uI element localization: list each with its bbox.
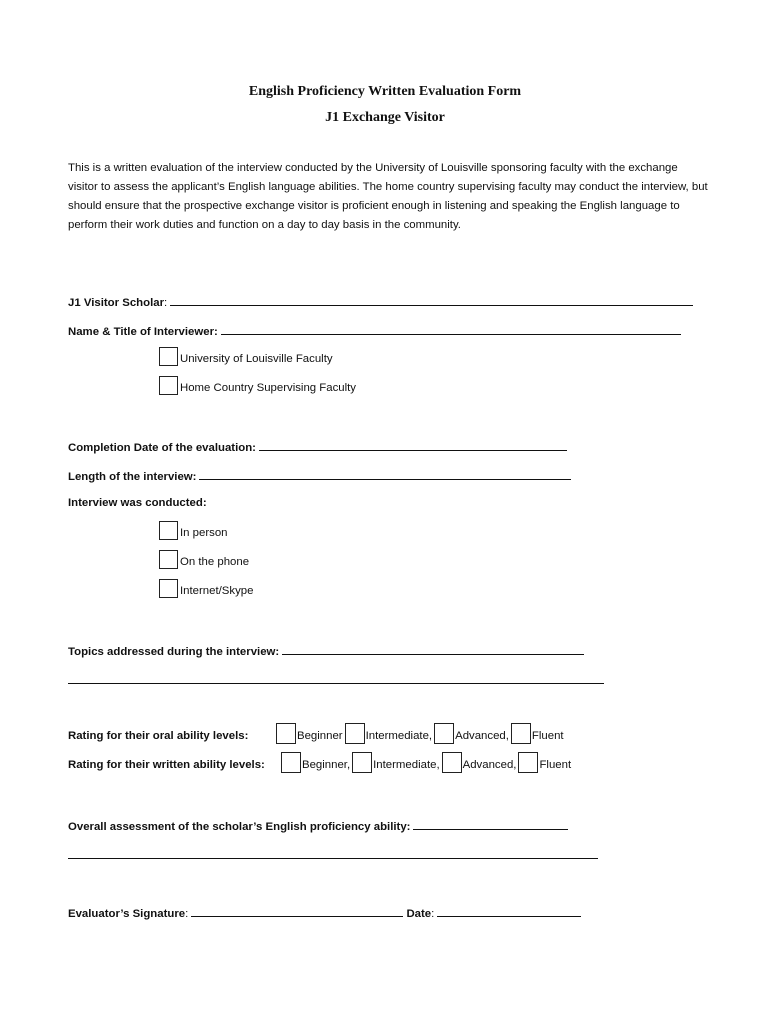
oral-advanced-checkbox[interactable] xyxy=(434,723,454,744)
oral-intermediate-label: Intermediate, xyxy=(365,730,433,742)
length-field[interactable] xyxy=(199,468,571,480)
oral-fluent-label: Fluent xyxy=(531,730,564,742)
written-intermediate-checkbox[interactable] xyxy=(352,752,372,773)
completion-label: Completion Date of the evaluation: xyxy=(68,442,256,454)
signature-label: Evaluator’s Signature xyxy=(68,908,186,920)
in-person-label: In person xyxy=(180,527,228,539)
written-beginner-checkbox[interactable] xyxy=(281,752,301,773)
length-row xyxy=(68,468,571,483)
overall-field-line-2[interactable] xyxy=(68,847,598,859)
conducted-row xyxy=(68,497,207,509)
signature-field[interactable] xyxy=(191,905,403,917)
scholar-row: J1 Visitor Scholar: xyxy=(68,294,693,309)
home-faculty-checkbox[interactable] xyxy=(159,376,178,395)
oral-beginner-checkbox[interactable] xyxy=(276,723,296,744)
written-advanced-label: Advanced, xyxy=(462,759,517,771)
overall-row xyxy=(68,818,568,833)
in-person-checkbox[interactable] xyxy=(159,521,178,540)
topics-field-line-2[interactable] xyxy=(68,672,604,684)
interviewer-option-home[interactable] xyxy=(159,376,356,395)
conducted-option-skype[interactable] xyxy=(159,579,253,598)
completion-date-field[interactable] xyxy=(259,439,567,451)
overall-field-line-1[interactable] xyxy=(413,818,568,830)
date-field[interactable] xyxy=(437,905,581,917)
written-intermediate-label: Intermediate, xyxy=(373,759,440,771)
skype-label: Internet/Skype xyxy=(180,585,254,597)
topics-field-line-1[interactable] xyxy=(282,643,584,655)
oral-fluent-checkbox[interactable] xyxy=(511,723,531,744)
oral-beginner-label: Beginner xyxy=(297,730,343,742)
written-advanced-checkbox[interactable] xyxy=(442,752,462,773)
oral-intermediate-checkbox[interactable] xyxy=(345,723,365,744)
written-fluent-label: Fluent xyxy=(539,759,572,771)
interviewer-row xyxy=(68,323,681,338)
written-rating-label: Rating for their written ability levels: xyxy=(68,759,265,771)
phone-checkbox[interactable] xyxy=(159,550,178,569)
date-label: Date xyxy=(406,908,432,920)
uofl-faculty-checkbox[interactable] xyxy=(159,347,178,366)
intro-paragraph: This is a written evaluation of the interview conducted by the University of Louisville sponsoring faculty with the exchange visitor to assess the applicant’s English language abilities. The home country supervising faculty may conduct the interview, but should ensure that the prospective exchange visitor is proficient enough in listening and speaking the English language to perform their work duties and function on a day to day basis in the community. xyxy=(68,162,708,231)
completion-row xyxy=(68,439,567,454)
oral-advanced-label: Advanced, xyxy=(455,730,509,742)
scholar-name-field[interactable] xyxy=(170,294,693,306)
overall-label: Overall assessment of the scholar’s English proficiency ability: xyxy=(68,821,411,833)
home-faculty-label: Home Country Supervising Faculty xyxy=(180,382,356,394)
form-subtitle: J1 Exchange Visitor xyxy=(325,110,445,125)
phone-label: On the phone xyxy=(180,556,250,568)
scholar-label: J1 Visitor Scholar xyxy=(68,297,165,309)
skype-checkbox[interactable] xyxy=(159,579,178,598)
oral-rating-label: Rating for their oral ability levels: xyxy=(68,730,249,742)
conducted-option-phone[interactable] xyxy=(159,550,249,569)
topics-label: Topics addressed during the interview: xyxy=(68,646,280,658)
overall-row-2 xyxy=(68,847,598,862)
uofl-faculty-label: University of Louisville Faculty xyxy=(180,353,333,365)
written-beginner-label: Beginner, xyxy=(302,759,351,771)
topics-row xyxy=(68,643,584,658)
interviewer-label: Name & Title of Interviewer: xyxy=(68,326,218,338)
length-label: Length of the interview: xyxy=(68,471,197,483)
conducted-option-in-person[interactable] xyxy=(159,521,228,540)
form-title: English Proficiency Written Evaluation Form xyxy=(248,84,522,99)
signature-row: Evaluator’s Signature: Date: xyxy=(68,905,581,920)
conducted-label: Interview was conducted: xyxy=(68,497,207,509)
interviewer-option-uofl[interactable] xyxy=(159,347,333,366)
topics-row-2 xyxy=(68,672,604,687)
oral-rating-options xyxy=(274,723,564,744)
interviewer-name-field[interactable] xyxy=(221,323,681,335)
written-fluent-checkbox[interactable] xyxy=(518,752,538,773)
written-rating-options xyxy=(279,752,571,773)
